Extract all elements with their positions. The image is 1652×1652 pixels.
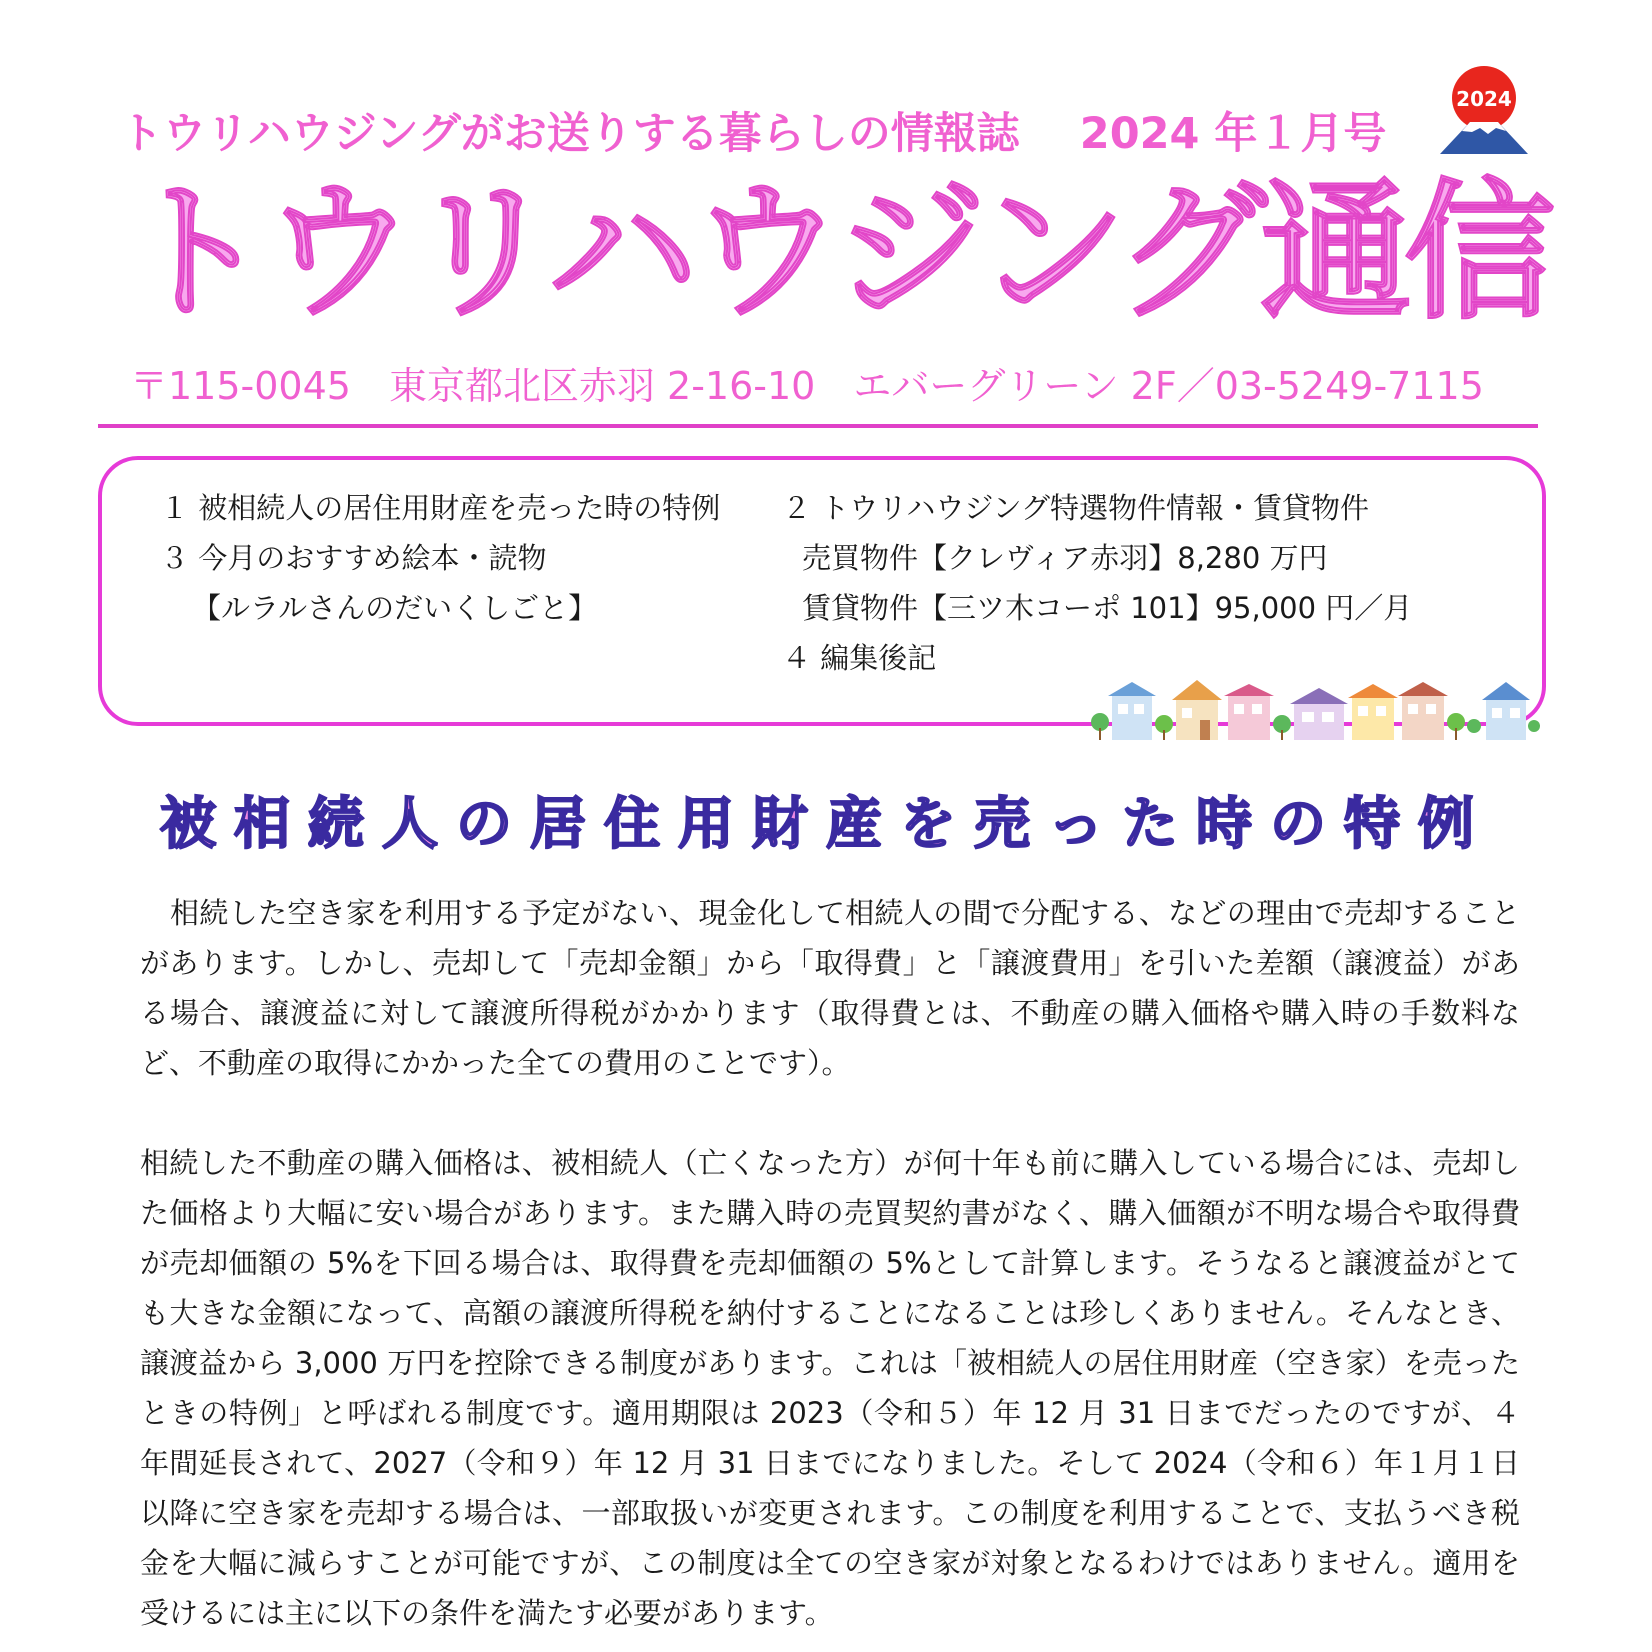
- toc-item-2-sale: 売買物件【クレヴィア赤羽】8,280 万円: [802, 541, 1328, 575]
- toc-item-3-sub: 【ルラルさんのだいくしごと】: [192, 591, 598, 625]
- toc-item-3: ３ 今月のおすすめ絵本・読物: [160, 541, 547, 575]
- toc-item-1: １ 被相続人の居住用財産を売った時の特例: [160, 491, 721, 525]
- toc-item-4: ４ 編集後記: [782, 641, 937, 675]
- toc-item-2: ２ トウリハウジング特選物件情報・賃貸物件: [782, 491, 1370, 525]
- houses-illustration: [1090, 680, 1540, 745]
- article-paragraph-2: 相続した不動産の購入価格は、被相続人（亡くなった方）が何十年も前に購入している場合には、売却した価格より大幅に安い場合があります。また購入時の売買契約書がなく、購入価額が不明な場合や取得費が売却価額の 5%を下回る場合は、取得費を売却価額の 5%として計算します。そうなると譲渡益がとても大きな金額になって、高額の譲渡所得税を納付することになることは珍しくありません。そんなとき、譲渡益から 3,000 万円を控除できる制度があります。これは「被相続人の居住用財産（空き家）を売ったときの特例」と呼ばれる制度です。適用期限は 2023（令和５）年 12 月 31 日までだったのですが、４年間延長されて、2027（令和９）年 12 月 31 日までになりました。そして 2024（令和６）年１月１日以降に空き家を売却する場合は、一部取扱いが変更されます。この制度を利用することで、支払うべき税金を大幅に減らすことが可能ですが、この制度は全ての空き家が対象となるわけではありません。適用を受けるには主に以下の条件を満たす必要があります。: [140, 1146, 1520, 1630]
- address-line: 〒115-0045 東京都北区赤羽 2-16-10 エバーグリーン 2F／03-5249-7115: [130, 364, 1484, 408]
- issue-label: 2024 年１月号: [1079, 109, 1387, 159]
- article-paragraph-1: 相続した空き家を利用する予定がない、現金化して相続人の間で分配する、などの理由で売却することがあります。しかし、売却して「売却金額」から「取得費」と「譲渡費用」を引いた差額（譲渡益）がある場合、譲渡益に対して譲渡所得税がかかります（取得費とは、不動産の購入価格や購入時の手数料など、不動産の取得にかかった全ての費用のことです）。: [140, 896, 1520, 1080]
- badge-year: 2024: [1456, 87, 1512, 111]
- tagline-text: トウリハウジングがお送りする暮らしの情報誌: [120, 109, 1020, 159]
- tagline: [120, 100, 1420, 161]
- mount-fuji-sun-icon: [1436, 62, 1532, 158]
- toc-item-2-rental: 賃貸物件【三ツ木コーポ 101】95,000 円／月: [802, 591, 1413, 625]
- masthead-title: トウリハウジング通信: [120, 166, 1549, 340]
- article-title: 被相続人の居住用財産を売った時の特例: [160, 792, 1492, 857]
- header-divider: [98, 424, 1538, 428]
